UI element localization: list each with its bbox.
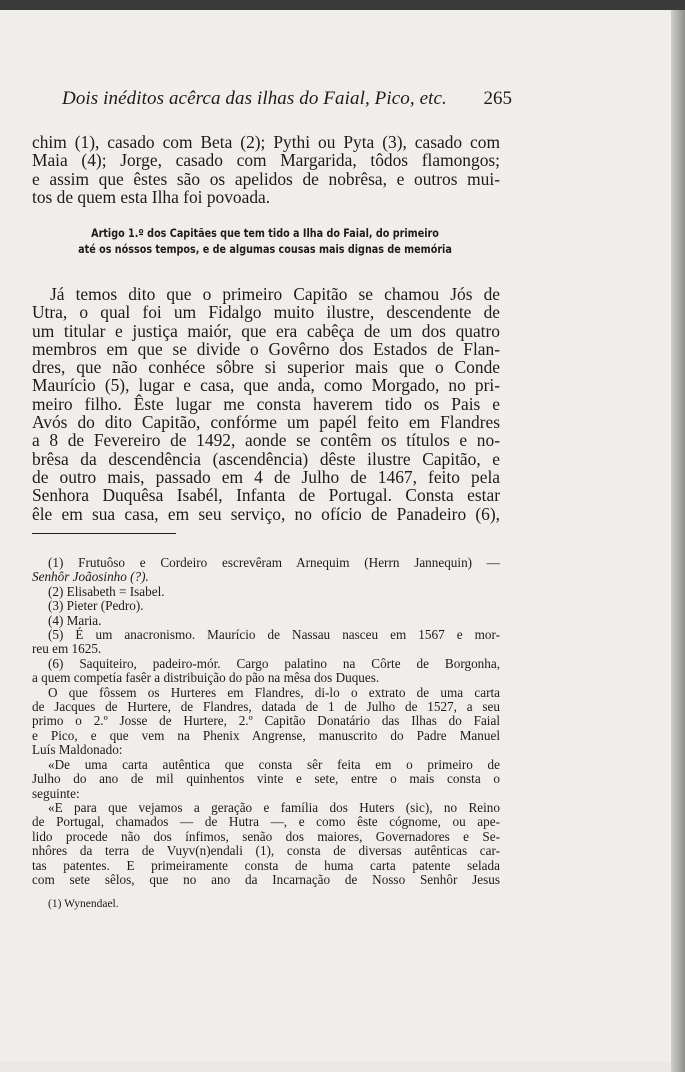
note	[32, 801, 500, 887]
text-line: Maia (4); Jorge, casado com Margarida, tôdos flamongos;	[32, 150, 500, 171]
text-line: Avós do dito Capitão, confórme um papél feito em Flandres	[32, 412, 500, 433]
heading-line: Artigo 1.º dos Capitães que tem tido a Ilha do Faial, do primeiro	[91, 227, 439, 240]
note	[32, 556, 500, 585]
note-line: «De uma carta autêntica que consta sêr feita em o primeiro de	[48, 756, 500, 772]
note-line: (1) Frutuôso e Cordeiro escrevêram Arnequim (Herrn Jannequin) —	[48, 555, 500, 570]
article-heading	[72, 226, 459, 258]
note	[32, 657, 500, 686]
footnotes	[32, 556, 500, 887]
note-line: Senhôr Joãosinho (?).	[32, 569, 149, 585]
text-line: dres, que não conhéce sôbre si superior mais que o Conde	[32, 357, 500, 378]
note-line: de Jacques de Hurtere, de Flandres, datada de 1 de Julho de 1527, a seu	[32, 699, 500, 715]
note-line: tas patentes. E primeiramente consta de huma carta patente selada	[32, 857, 500, 873]
heading-line: até os nóssos tempos, e de algumas cousas mais dignas de memória	[78, 243, 452, 256]
text-line: Maurício (5), lugar e casa, que anda, como Morgado, no pri-	[32, 375, 500, 396]
note-line: a quem competía fasêr a distribuição do pão na mêsa dos Duques.	[32, 670, 380, 686]
note-line: nhôres da terra de Vuyv(n)endali (1), consta de diversas autênticas car-	[32, 843, 500, 859]
header-title: Dois inéditos acêrca das ilhas do Faial, Pico, etc.	[62, 88, 447, 109]
text-line: tos de quem esta Ilha foi povoada.	[32, 186, 271, 207]
note-line: (4) Maria.	[48, 612, 102, 628]
note-line: Julho do ano de mil quinhentos vinte e sete, entre o mais consta o	[32, 771, 500, 787]
footnote-separator	[32, 533, 176, 534]
sub-footnote: (1) Wynendael.	[48, 898, 119, 910]
text-line: a 8 de Fevereiro de 1492, aonde se contêm os títulos e no-	[32, 430, 500, 451]
text-line: meiro filho. Êste lugar me consta haverem tido os Pais e	[32, 393, 500, 414]
note-line: lido procede não dos ínfimos, senão dos maiores, Governadores e Se-	[32, 828, 500, 844]
text-line: membros em que se divide o Govêrno dos Estados de Flan-	[32, 338, 500, 359]
main-paragraph	[32, 285, 500, 523]
intro-paragraph	[32, 133, 500, 206]
note	[32, 614, 500, 628]
note-line: «E para que vejamos a geração e família dos Huters (sic), no Reino	[48, 799, 500, 815]
note-line: O que fôssem os Hurteres em Flandres, di-lo o extrato de uma carta	[48, 684, 500, 700]
page-number: 265	[483, 88, 512, 109]
note-line: de Portugal, chamados — de Hutra —, e como êste cógnome, ou ape-	[32, 814, 500, 830]
note	[32, 585, 500, 599]
text-line: chim (1), casado com Beta (2); Pythi ou Pyta (3), casado com	[32, 132, 500, 152]
note-line: (3) Pieter (Pedro).	[48, 598, 144, 614]
text-line: Utra, o qual foi um Fidalgo muito ilustre, descendente de	[32, 302, 500, 323]
note-line: e Pico, e que vem na Phenix Angrense, manuscrito do Padre Manuel	[32, 727, 500, 743]
running-header	[62, 88, 512, 110]
note	[32, 599, 500, 613]
note-line: reu em 1625.	[32, 641, 102, 657]
text-line: Senhora Duquêsa Isabél, Infanta de Portugal. Consta estar	[32, 485, 500, 506]
note-line: Luís Maldonado:	[32, 742, 123, 758]
note-line: com sete sêlos, que no ano da Incarnação de Nosso Senhôr Jesus	[32, 871, 500, 887]
text-line: êle em sua casa, em seu serviço, no ofício de Panadeiro (6),	[32, 503, 500, 524]
note	[32, 686, 500, 758]
text-line: Já temos dito que o primeiro Capitão se chamou Jós de	[50, 284, 500, 304]
note-line: (5) É um anacronismo. Maurício de Nassau nasceu em 1567 e mor-	[48, 627, 500, 643]
text-line: brêsa da descendência (ascendência) dêste ilustre Capitão, e	[32, 448, 500, 469]
note-line: (6) Saquiteiro, padeiro-mór. Cargo palatino na Côrte de Borgonha,	[48, 655, 500, 671]
note	[32, 628, 500, 657]
text-line: de outro mais, passado em 4 de Julho de 1467, feito pela	[32, 466, 500, 487]
note	[32, 758, 500, 801]
note-line: (2) Elisabeth = Isabel.	[48, 583, 165, 599]
note-line: seguinte:	[32, 785, 80, 801]
text-line: e assim que êstes são os apelidos de nobrêsa, e outros mui-	[32, 168, 500, 189]
note-line: primo o 2.º Josse de Hurtere, 2.º Capitão Donatário das Ilhas do Faial	[32, 713, 500, 729]
page-edge-shadow	[671, 10, 685, 1072]
text-line: um titular e justiça maiór, que era cabêça de um dos quatro	[32, 320, 500, 341]
